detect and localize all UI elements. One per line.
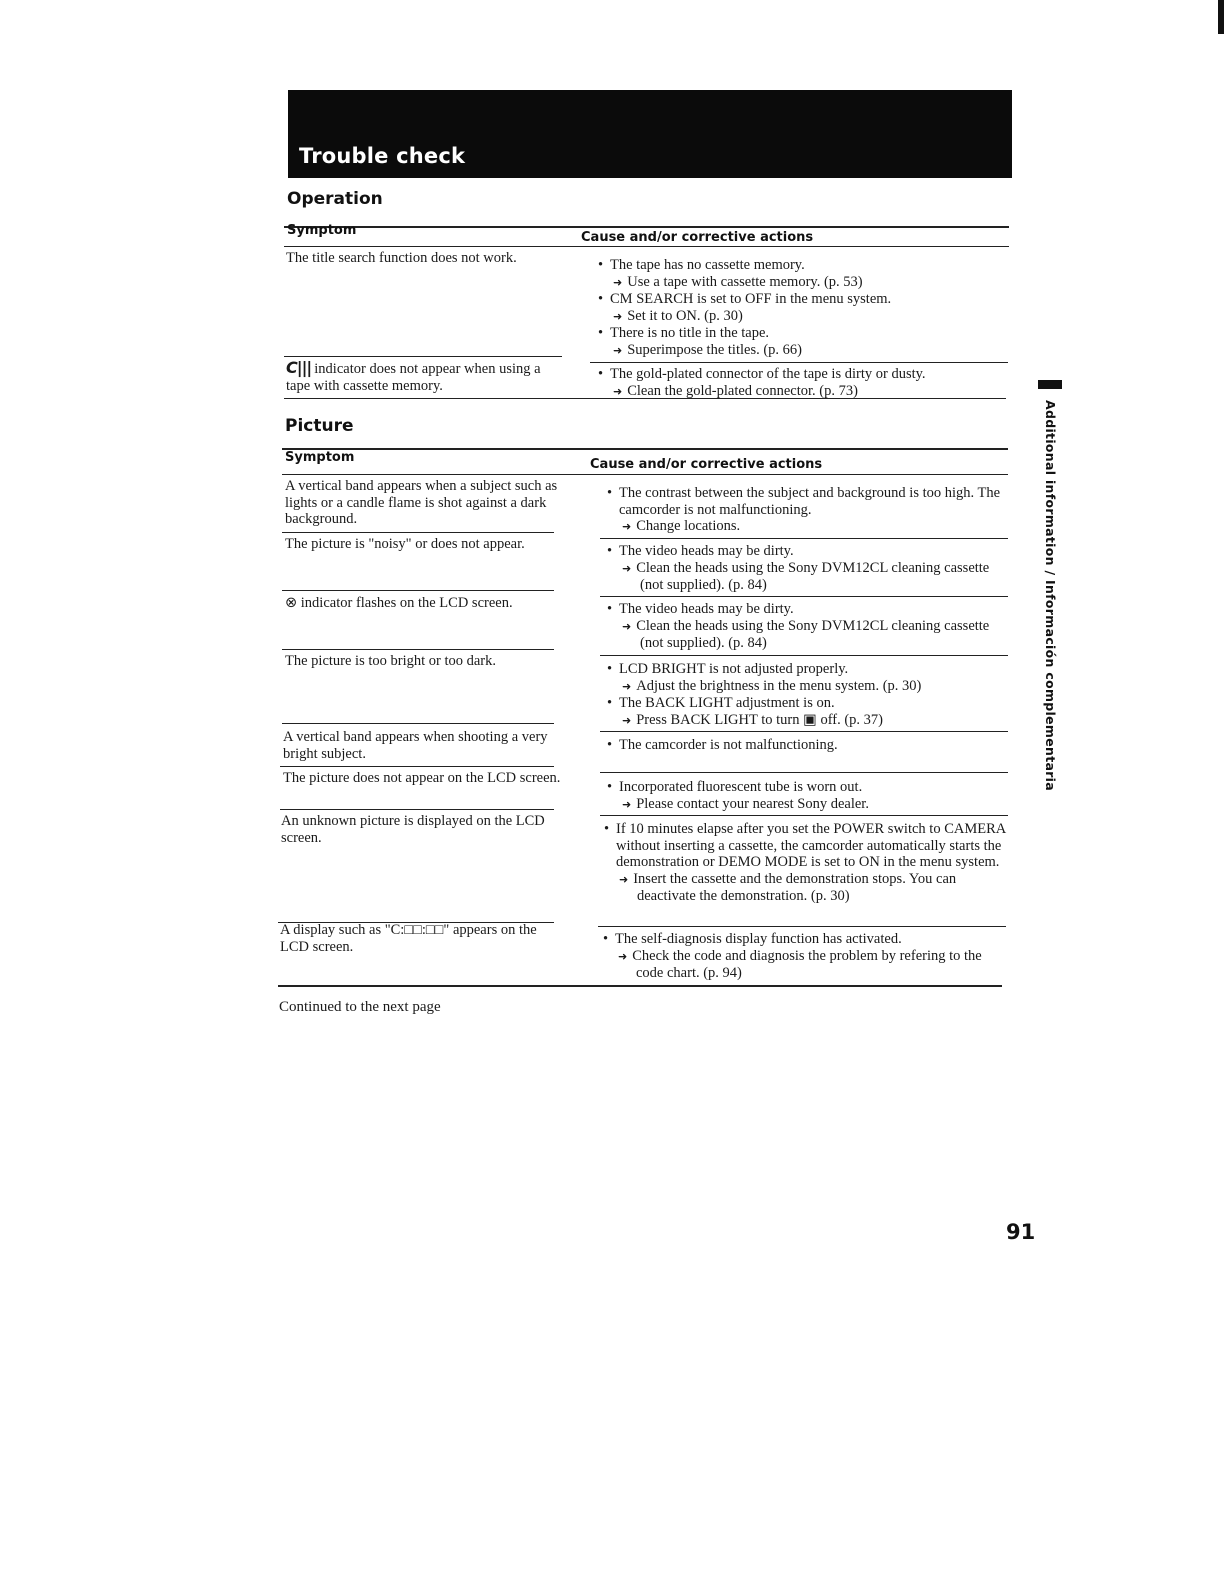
row-rule [600,538,1008,539]
picture-row-6-causes [607,779,1007,813]
operation-row-1-symptom: The title search function does not work. [286,250,517,266]
page-number: 91 [1006,1220,1036,1244]
action-item [598,308,1008,326]
cause-text: The gold-plated connector of the tape is dirty or dusty. [610,366,926,382]
action-text: Clean the heads using the Sony DVM12CL cleaning cassette (not supplied). (p. 84) [636,559,990,593]
action-item [607,618,1007,652]
arrow-right-icon: ➜ [613,384,623,398]
picture-row-5-causes [607,737,1007,754]
action-text: Change locations. [636,518,741,534]
operation-bottom-rule [284,398,1006,399]
cause-text: LCD BRIGHT is not adjusted properly. [619,661,849,677]
action-item [607,518,1007,536]
cause-text: CM SEARCH is set to OFF in the menu system. [610,291,892,307]
arrow-right-icon: ➜ [622,520,632,533]
operation-row-1-causes [598,257,1008,359]
operation-row-2-symptom [286,360,566,394]
cause-item [607,779,1007,796]
action-text: Clean the heads using the Sony DVM12CL cleaning cassette (not supplied). (p. 84) [636,617,990,651]
picture-row-6-symptom: The picture does not appear on the LCD screen. [283,770,561,786]
cause-text: The video heads may be dirty. [619,543,794,559]
symptom-text: indicator does not appear when using a tape with cassette memory. [286,361,541,394]
cause-text: The contrast between the subject and background is too high. The camcorder is not malfunctioning. [619,485,1001,518]
cause-item [603,931,1007,948]
cause-item [598,257,1008,274]
picture-heading: Picture [285,416,354,436]
action-text: Please contact your nearest Sony dealer. [636,795,869,812]
operation-top-rule [284,226,1009,228]
row-rule [600,731,1008,732]
action-text: Set it to ON. (p. 30) [627,307,743,324]
action-item [607,678,1007,696]
cause-item [607,543,1007,560]
picture-row-3-symptom [285,595,565,612]
continued-note: Continued to the next page [279,999,441,1015]
row-rule [590,362,1008,363]
arrow-right-icon: ➜ [618,949,628,963]
arrow-right-icon: ➜ [613,343,623,357]
header-bar [288,90,1012,178]
row-rule [282,649,554,650]
picture-bottom-rule [278,985,1002,987]
row-rule [600,815,1008,816]
operation-col-cause: Cause and/or corrective actions [581,230,814,245]
row-rule [280,766,554,767]
row-rule [282,532,554,533]
arrow-right-icon: ➜ [622,561,632,575]
action-item [604,871,1008,905]
picture-row-3-causes [607,601,1007,652]
action-item [607,712,1007,730]
picture-row-1-symptom: A vertical band appears when a subject such as lights or a candle flame is shot against a dark background. [285,478,558,527]
action-text: Check the code and diagnosis the problem by refering to the code chart. (p. 94) [632,947,982,981]
arrow-right-icon: ➜ [613,275,623,289]
cause-item [607,601,1007,618]
cause-text: The camcorder is not malfunctioning. [619,737,838,753]
cause-item [607,485,1007,518]
page-title: Trouble check [299,144,466,168]
cause-text: Incorporated fluorescent tube is worn out. [619,779,863,795]
head-cleaning-warning-icon: ⊗ [285,595,298,611]
edge-mark [1218,0,1224,34]
cause-item [607,661,1007,678]
cause-text: The self-diagnosis display function has activated. [615,931,902,947]
picture-row-4-causes [607,661,1007,729]
picture-row-7-symptom: An unknown picture is displayed on the LCD screen. [281,813,545,846]
action-item [598,342,1008,360]
action-item [607,796,1007,814]
operation-row-2-causes [598,366,1008,400]
picture-row-7-causes [604,821,1008,905]
row-rule [284,356,562,357]
row-rule [600,772,1008,773]
arrow-right-icon: ➜ [622,797,632,811]
arrow-right-icon: ➜ [613,309,623,323]
cause-text: The tape has no cassette memory. [610,257,805,273]
cause-item [598,291,1008,308]
picture-header-rule [282,474,1008,475]
cassette-memory-icon: C||| [286,358,312,377]
arrow-right-icon: ➜ [619,872,629,886]
row-rule [280,809,554,810]
picture-row-8-symptom: A display such as "C:□□:□□" appears on the LCD screen. [280,922,537,955]
picture-col-symptom: Symptom [285,450,355,465]
action-text: Use a tape with cassette memory. (p. 53) [627,273,863,290]
row-rule [282,590,554,591]
arrow-right-icon: ➜ [622,619,632,633]
operation-col-symptom: Symptom [287,223,357,238]
action-text: Clean the gold-plated connector. (p. 73) [627,382,858,399]
row-rule [282,723,554,724]
arrow-right-icon: ➜ [622,679,632,693]
operation-header-rule [284,246,1009,247]
cause-text: The video heads may be dirty. [619,601,794,617]
action-text: off. (p. 37) [820,711,883,728]
cause-item [604,821,1008,871]
cause-item [607,695,1007,712]
action-item [603,948,1007,982]
picture-row-8-causes [603,931,1007,982]
row-rule [600,596,1008,597]
operation-heading: Operation [287,189,383,209]
picture-row-4-symptom: The picture is too bright or too dark. [285,653,497,669]
picture-row-5-symptom: A vertical band appears when shooting a very bright subject. [283,729,548,762]
back-light-icon: ▣ [803,711,817,728]
picture-row-1-causes [607,485,1007,536]
action-text: Superimpose the titles. (p. 66) [627,341,802,358]
symptom-text: indicator flashes on the LCD screen. [300,595,513,611]
picture-col-cause: Cause and/or corrective actions [590,457,823,472]
cause-text: There is no title in the tape. [610,325,770,341]
action-text: Press BACK LIGHT to turn [636,711,800,728]
cause-item [607,737,1007,754]
cause-text: The BACK LIGHT adjustment is on. [619,695,835,711]
cause-item [598,366,1008,383]
arrow-right-icon: ➜ [622,713,632,727]
picture-row-2-causes [607,543,1007,594]
action-item [607,560,1007,594]
action-text: Adjust the brightness in the menu system. (p. 30) [636,677,922,694]
picture-row-2-symptom: The picture is "noisy" or does not appear. [285,536,525,552]
side-tab-marker [1038,380,1062,389]
action-text: Insert the cassette and the demonstration stops. You can deactivate the demonstration. (p. 30) [633,870,957,904]
cause-item [598,325,1008,342]
row-rule [600,655,1008,656]
cause-text: If 10 minutes elapse after you set the POWER switch to CAMERA without inserting a cassette, the camcorder automatically starts the demonstration or DEMO MODE is set to ON in the menu system. [616,821,1006,870]
side-tab-label: Additional information / Información complementaria [1043,400,1058,791]
row-rule [598,926,1006,927]
action-item [598,274,1008,292]
picture-top-rule [282,448,1008,450]
